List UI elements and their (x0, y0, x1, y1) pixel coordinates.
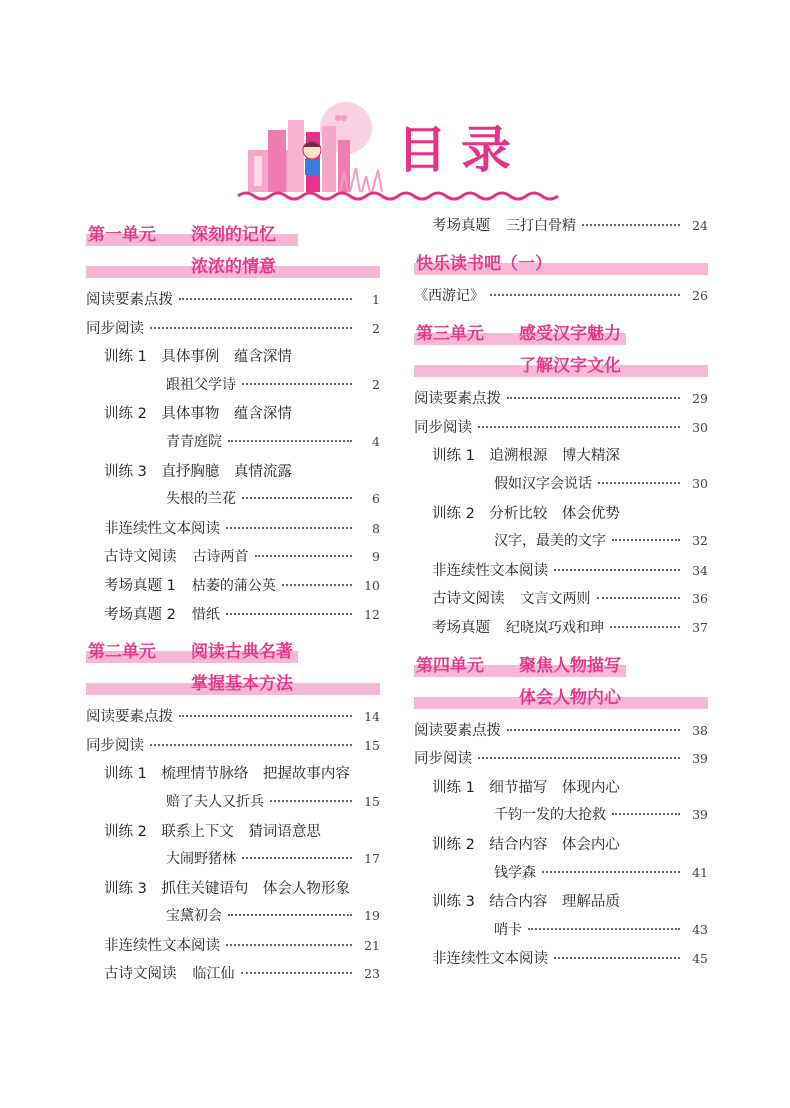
toc-training-heading: 训练 3 结合内容 理解品质 (432, 894, 620, 911)
toc-training-heading: 训练 1 细节描写 体现内心 (432, 779, 620, 796)
unit-title-line2: 浓浓的情意 (191, 257, 276, 277)
toc-entry[interactable]: 跟祖父学诗 2 (166, 376, 380, 393)
toc-entry[interactable]: 非连续性文本阅读 8 (104, 520, 380, 537)
unit-title-line2: 了解汉字文化 (519, 356, 621, 377)
toc-entry[interactable]: 古诗文阅读 临江仙 23 (104, 966, 380, 983)
toc-training-heading: 训练 3 抓住关键语句 体会人物形象 (104, 880, 350, 897)
toc-entry[interactable]: 非连续性文本阅读 45 (432, 951, 708, 968)
toc-entry[interactable]: 同步阅读 30 (414, 419, 708, 436)
toc-entry[interactable]: 钱学森 41 (494, 864, 708, 881)
unit-1-heading (86, 224, 380, 278)
toc-entry[interactable]: 失根的兰花 6 (166, 491, 380, 508)
toc-entry[interactable]: 赔了夫人又折兵 15 (166, 793, 380, 810)
toc-entry[interactable]: 同步阅读 39 (414, 751, 708, 768)
toc-entry[interactable]: 阅读要素点拨 1 (86, 292, 380, 308)
toc-entry[interactable]: 阅读要素点拨 38 (414, 722, 708, 739)
toc-entry[interactable]: 哨卡 43 (494, 921, 708, 938)
toc-entry[interactable]: 汉字，最美的文字 32 (494, 533, 708, 550)
toc-left-column (86, 214, 380, 991)
happy-reading-heading: 快乐读书吧（一） (414, 253, 708, 275)
toc-entry[interactable]: 同步阅读 2 (86, 320, 380, 337)
unit-2-heading (86, 641, 380, 695)
unit-number: 第二单元 (88, 642, 156, 663)
toc-entry[interactable]: 考场真题 2 惜纸 12 (104, 606, 380, 623)
toc-training-heading: 训练 3 直抒胸臆 真情流露 (104, 463, 292, 480)
toc-entry[interactable]: 考场真题 纪晓岚巧戏和珅 37 (432, 619, 708, 636)
toc-right-column (414, 214, 708, 976)
unit-3-heading (414, 323, 708, 377)
toc-entry[interactable]: 青青庭院 4 (166, 433, 380, 450)
toc-entry[interactable]: 考场真题 三打白骨精 24 (432, 218, 708, 234)
toc-entry[interactable]: 古诗文阅读 古诗两首 9 (104, 549, 380, 566)
unit-title-line1: 聚焦人物描写 (519, 655, 621, 676)
unit-title-line1: 阅读古典名著 (191, 642, 293, 663)
toc-entry[interactable]: 阅读要素点拨 14 (86, 709, 380, 726)
toc-training-heading: 训练 2 具体事物 蕴含深情 (104, 406, 292, 423)
unit-title-line2: 掌握基本方法 (191, 674, 293, 695)
toc-entry[interactable]: 千钧一发的大抢救 39 (494, 807, 708, 824)
toc-entry[interactable]: 阅读要素点拨 29 (414, 391, 708, 408)
header-banner (0, 0, 790, 210)
unit-number: 第一单元 (88, 225, 156, 245)
toc-training-heading: 训练 1 追溯根源 博大精深 (432, 448, 620, 465)
unit-4-heading (414, 655, 708, 709)
toc-entry[interactable]: 《西游记》 26 (414, 287, 708, 304)
toc-entry[interactable]: 考场真题 1 枯萎的蒲公英 10 (104, 577, 380, 594)
page-title: 目录 (397, 121, 525, 179)
unit-number: 第三单元 (416, 324, 484, 345)
unit-title-line2: 体会人物内心 (519, 687, 621, 708)
toc-entry[interactable]: 非连续性文本阅读 21 (104, 937, 380, 954)
toc-training-heading: 训练 1 梳理情节脉络 把握故事内容 (104, 766, 350, 783)
toc-entry[interactable]: 宝黛初会 19 (166, 908, 380, 925)
wave-divider (238, 193, 558, 199)
toc-training-heading: 训练 2 联系上下文 猜词语意思 (104, 823, 321, 840)
unit-title-line1: 深刻的记忆 (191, 225, 276, 245)
unit-title-line1: 感受汉字魅力 (519, 324, 621, 345)
books-kid-illustration (0, 0, 790, 210)
toc-entry[interactable]: 大闹野猪林 17 (166, 851, 380, 868)
toc-training-heading: 训练 1 具体事例 蕴含深情 (104, 349, 292, 366)
toc-entry[interactable]: 假如汉字会说话 30 (494, 475, 708, 492)
toc-training-heading: 训练 2 结合内容 体会内心 (432, 836, 620, 853)
toc-entry[interactable]: 非连续性文本阅读 34 (432, 562, 708, 579)
toc-entry[interactable]: 同步阅读 15 (86, 737, 380, 754)
unit-number: 第四单元 (416, 655, 484, 676)
toc-training-heading: 训练 2 分析比较 体会优势 (432, 505, 620, 522)
toc-entry[interactable]: 古诗文阅读 文言文两则 36 (432, 591, 708, 608)
